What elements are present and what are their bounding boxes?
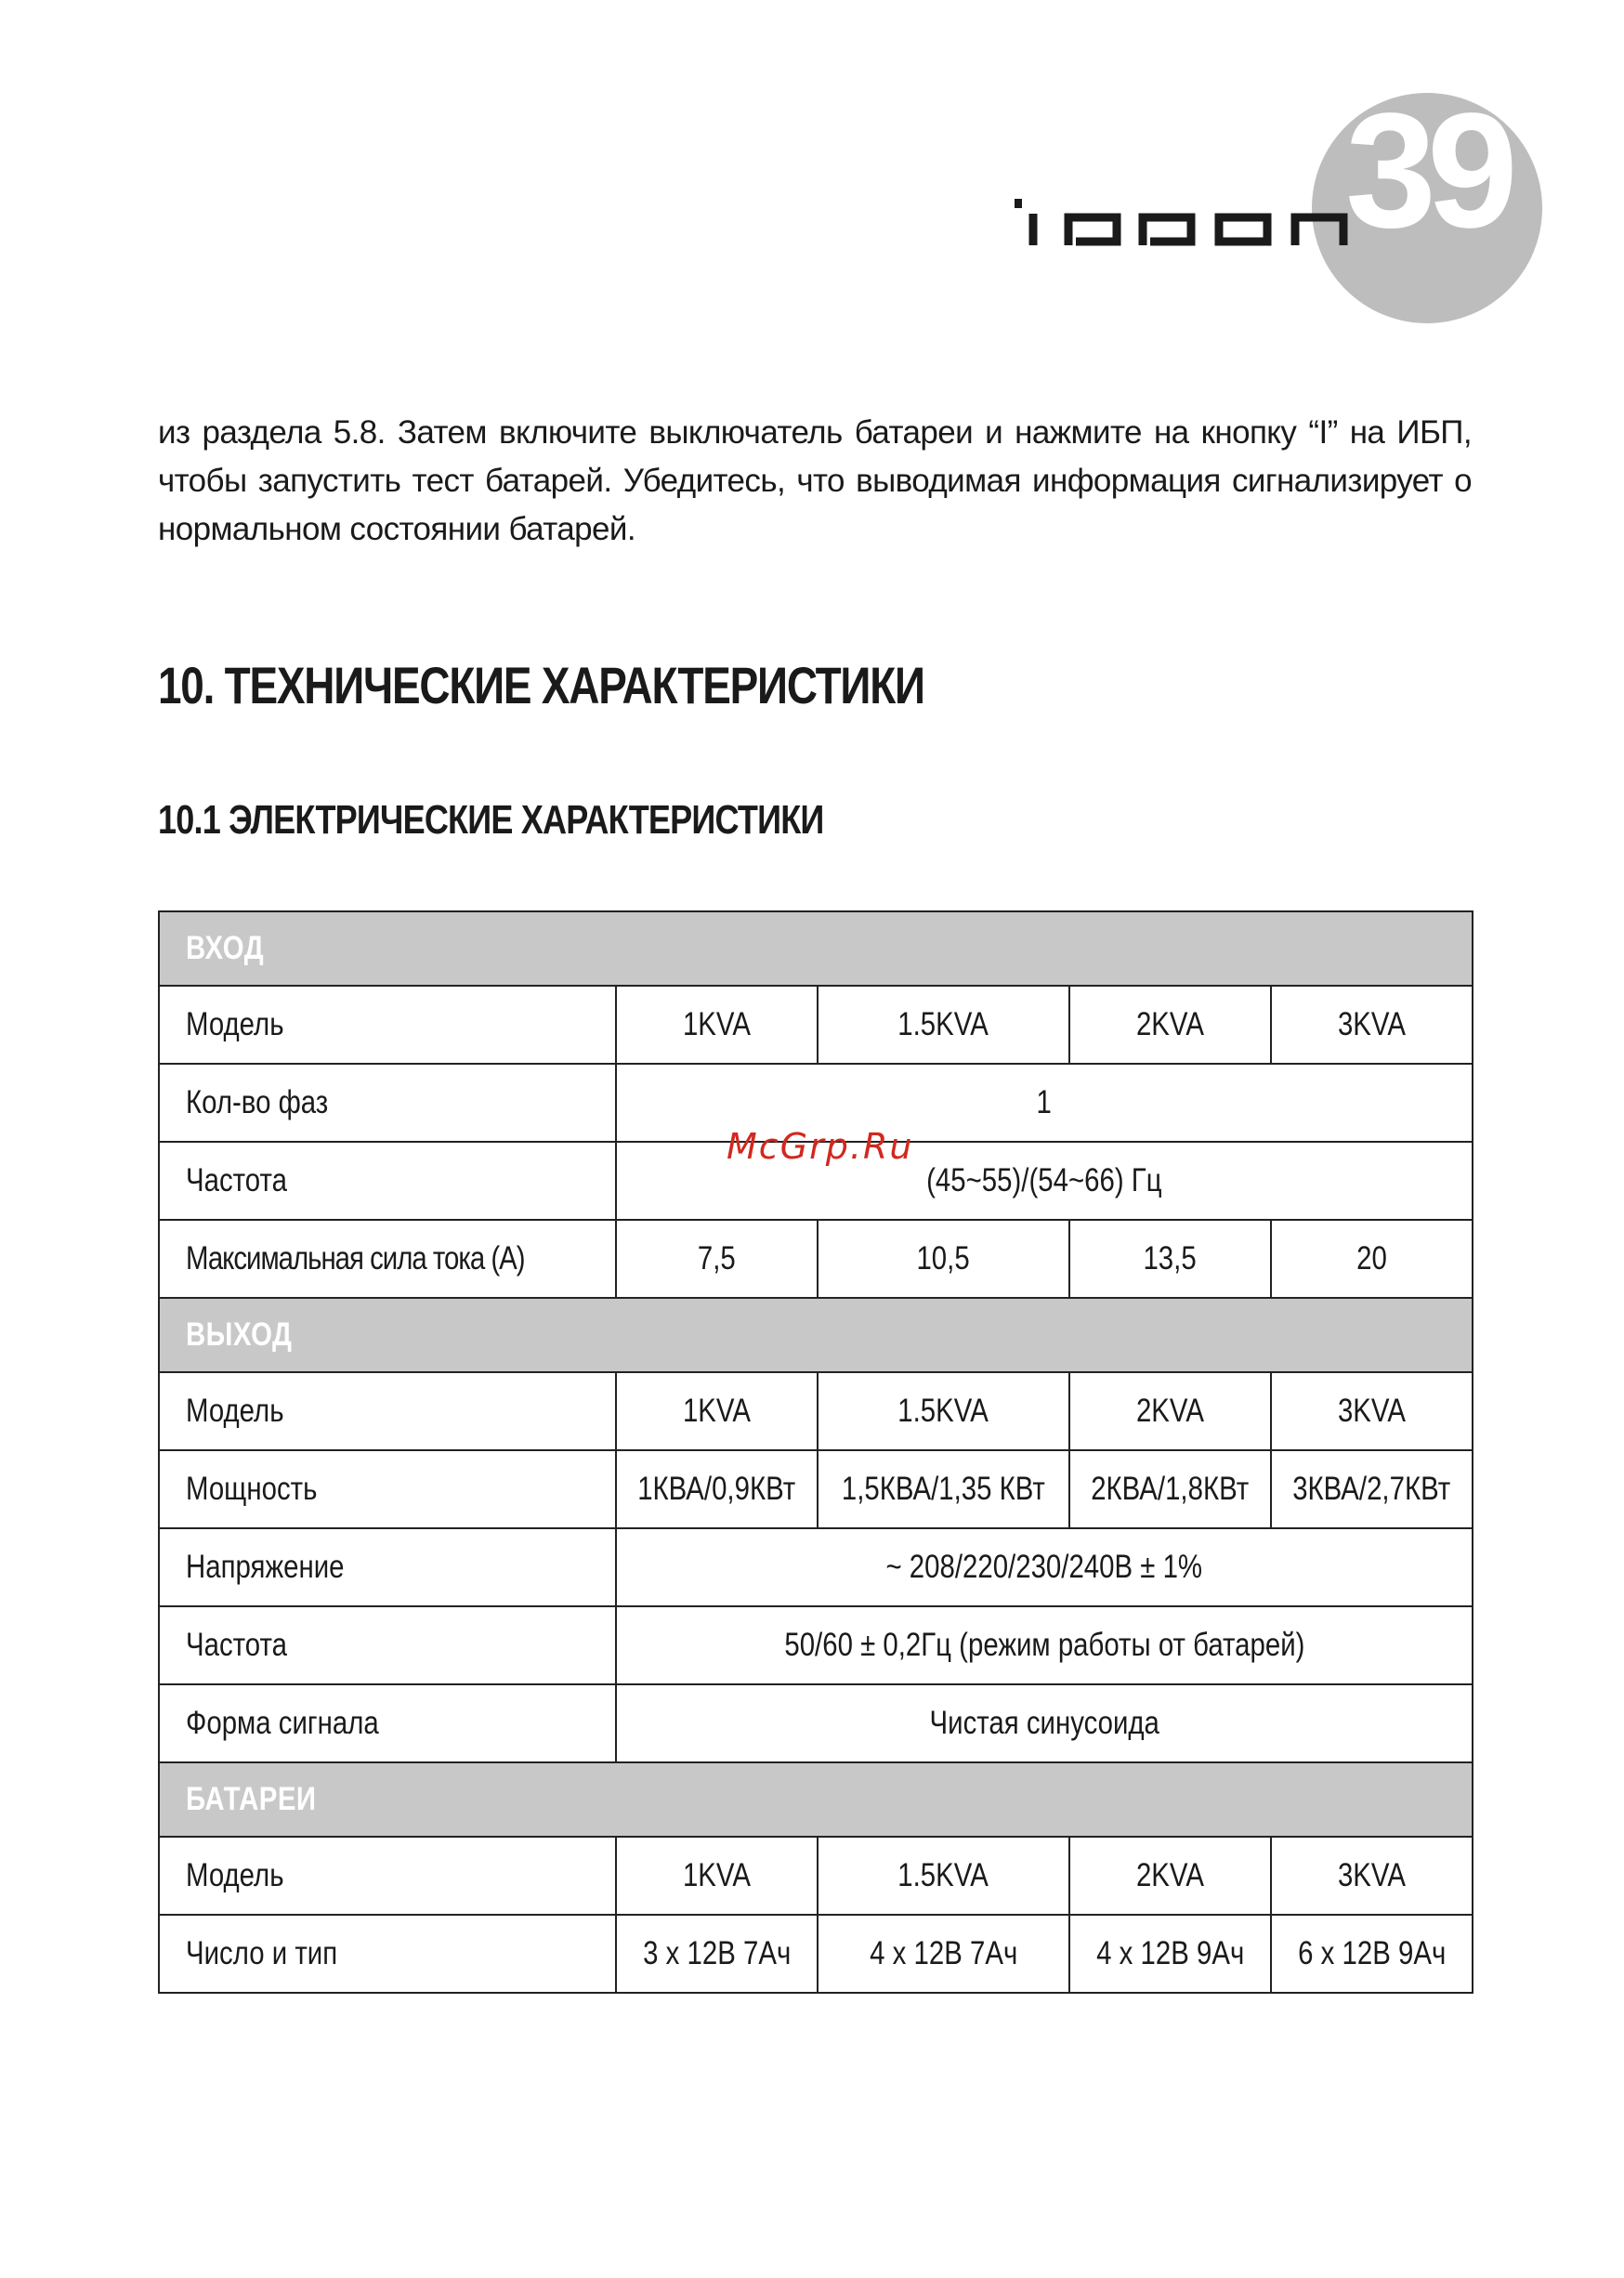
table-cell: 4 x 12В 7Ач [869,1935,1017,1971]
row-label: Мощность [186,1471,318,1507]
table-cell: 1KVA [682,1006,751,1042]
table-cell: 3 x 12В 7Ач [642,1935,792,1971]
table-cell: 1KVA [682,1857,751,1893]
table-cell: (45~55)/(54~66) Гц [926,1162,1162,1198]
table-row [159,1528,1473,1606]
table-cell: 3KVA [1337,1006,1406,1042]
subsection-title: 10.1 ЭЛЕКТРИЧЕСКИЕ ХАРАКТЕРИСТИКИ [158,797,824,843]
section-row-input [159,911,1473,986]
row-label: Число и тип [186,1935,338,1971]
table-cell: 3KVA [1337,1857,1406,1893]
table-cell: 1,5КВА/1,35 КВт [841,1471,1045,1507]
watermark: McGrp.Ru [727,1126,914,1167]
table-cell: 50/60 ± 0,2Гц (режим работы от батарей) [783,1627,1305,1663]
table-cell: Чистая синусоида [929,1705,1159,1741]
section-header-output: ВЫХОД [186,1316,293,1353]
row-label: Модель [186,1006,284,1042]
table-cell: 1.5KVA [897,1857,989,1893]
section-title: 10. ТЕХНИЧЕСКИЕ ХАРАКТЕРИСТИКИ [158,656,924,714]
table-row [159,1837,1473,1915]
row-label: Частота [186,1627,287,1663]
row-label: Напряжение [186,1549,345,1585]
table-cell: 1 [1036,1084,1053,1120]
row-label: Форма сигнала [186,1705,379,1741]
table-cell: 1.5KVA [897,1393,989,1429]
table-cell: 2KVA [1135,1857,1204,1893]
table-cell: 3KVA [1337,1393,1406,1429]
table-row [159,1450,1473,1528]
row-label: Частота [186,1162,287,1198]
row-label: Модель [186,1857,284,1893]
table-row [159,1606,1473,1684]
table-cell: 6 x 12В 9Ач [1297,1935,1447,1971]
table-cell: 10,5 [916,1240,971,1276]
row-label: Кол-во фаз [186,1084,329,1120]
intro-paragraph: из раздела 5.8. Затем включите выключатель батареи и нажмите на кнопку “I” на ИБП, чтобы запустить тест батарей. Убедитесь, что выводимая информация сигнализирует о нормальном состоянии батарей. [158,414,1472,547]
logo-text: ippon [1013,195,1015,196]
table-cell: 4 x 12В 9Ач [1095,1935,1244,1971]
page-number: 39 [1345,80,1509,262]
electrical-specs-table [158,910,1473,1994]
table-row [159,986,1473,1064]
ippon-logo [1013,195,1366,247]
table-cell: 1.5KVA [897,1006,989,1042]
table-row [159,1915,1473,1993]
table-cell: 2KVA [1135,1006,1204,1042]
row-label: Модель [186,1393,284,1429]
table-cell: 1КВА/0,9КВт [637,1471,796,1507]
table-cell: ~ 208/220/230/240В ± 1% [885,1549,1203,1585]
table-cell: 1KVA [682,1393,751,1429]
table-row [159,1372,1473,1450]
table-cell: 13,5 [1143,1240,1197,1276]
table-cell: 2KVA [1135,1393,1204,1429]
table-row [159,1684,1473,1762]
section-header-input: ВХОД [186,930,265,966]
row-label: Максимальная сила тока (А) [186,1240,525,1276]
table-cell: 2КВА/1,8КВт [1091,1471,1250,1507]
table-row [159,1220,1473,1298]
table-cell: 7,5 [698,1240,736,1276]
table-cell: 3КВА/2,7КВт [1292,1471,1451,1507]
section-header-batteries: БАТАРЕИ [186,1781,317,1817]
section-row-batteries [159,1762,1473,1837]
section-row-output [159,1298,1473,1372]
table-cell: 20 [1356,1240,1387,1276]
